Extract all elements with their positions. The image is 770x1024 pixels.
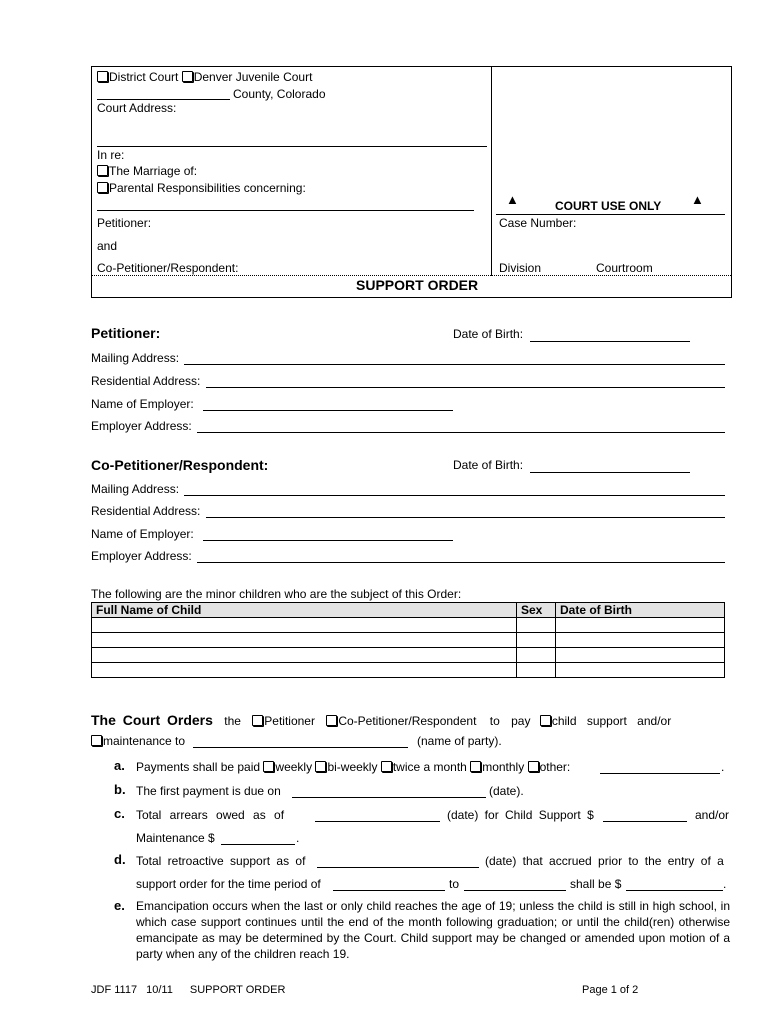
denver-juvenile-checkbox[interactable] [182, 71, 193, 82]
child-name-cell[interactable] [92, 633, 517, 648]
copetitioner-mailing-field[interactable] [184, 495, 725, 496]
item-e-letter: e. [114, 898, 125, 913]
copetitioner-dob-label: Date of Birth: [453, 458, 524, 472]
orders-copetitioner-label: Co-Petitioner/Respondent [338, 714, 477, 728]
child-sex-cell[interactable] [517, 618, 556, 633]
orders-intro-row [91, 712, 731, 728]
item-d-period-label: support order for the time period of [136, 877, 321, 891]
col-full-name: Full Name of Child [92, 603, 517, 618]
county-label: County, Colorado [233, 87, 326, 101]
court-use-rule [496, 214, 725, 215]
item-b-date-label: (date). [489, 784, 524, 798]
item-a-text: Payments shall be paid [136, 760, 261, 774]
table-row [92, 648, 725, 663]
form-name: SUPPORT ORDER [189, 984, 286, 996]
item-d-text: Total retroactive support as of [136, 854, 306, 868]
child-support-amount-field[interactable] [603, 821, 687, 822]
arrears-date-field[interactable] [315, 821, 440, 822]
item-d-letter: d. [114, 852, 126, 867]
item-c-letter: c. [114, 806, 125, 821]
item-c-andor: and/or [695, 808, 730, 822]
period-start-field[interactable] [333, 890, 445, 891]
biweekly-checkbox[interactable] [315, 761, 326, 772]
in-re-label: In re: [97, 148, 125, 162]
child-support-checkbox[interactable] [540, 715, 551, 726]
copetitioner-residential-field[interactable] [206, 517, 725, 518]
col-dob: Date of Birth [556, 603, 725, 618]
item-c-date-label: (date) for Child Support $ [447, 808, 594, 822]
copetitioner-mailing-label: Mailing Address: [91, 482, 180, 496]
child-dob-cell[interactable] [556, 633, 725, 648]
court-type-row [97, 70, 312, 84]
retroactive-date-field[interactable] [317, 867, 479, 868]
item-d-date-label: (date) that accrued prior to the entry of a [485, 854, 724, 868]
district-court-checkbox[interactable] [97, 71, 108, 82]
petitioner-employer-address-label: Employer Address: [91, 419, 192, 433]
courtroom-label: Courtroom [596, 261, 653, 275]
caption-petitioner-label: Petitioner: [97, 216, 152, 230]
orders-heading: The Court Orders [91, 712, 213, 728]
caption-and-label: and [97, 239, 118, 253]
other-label: other: [539, 760, 571, 774]
petitioner-employer-label: Name of Employer: [91, 397, 194, 411]
petitioner-employer-address-field[interactable] [197, 432, 725, 433]
orders-to-pay: to pay [489, 714, 531, 728]
child-name-cell[interactable] [92, 648, 517, 663]
petitioner-dob-label: Date of Birth: [453, 327, 524, 341]
petitioner-mailing-label: Mailing Address: [91, 351, 180, 365]
table-row [92, 618, 725, 633]
copetitioner-dob-field[interactable] [530, 472, 690, 473]
maintenance-period: . [296, 831, 300, 845]
petitioner-dob-field[interactable] [530, 341, 690, 342]
copetitioner-employer-address-label: Employer Address: [91, 549, 192, 563]
up-arrow-right-icon: ▲ [691, 192, 704, 207]
copetitioner-employer-field[interactable] [203, 540, 453, 541]
up-arrow-left-icon: ▲ [506, 192, 519, 207]
petitioner-residential-field[interactable] [206, 387, 725, 388]
county-field[interactable] [97, 99, 230, 100]
petitioner-employer-field[interactable] [203, 410, 453, 411]
item-a-row [136, 760, 570, 774]
marriage-checkbox[interactable] [97, 165, 108, 176]
orders-copetitioner-checkbox[interactable] [326, 715, 337, 726]
form-title: SUPPORT ORDER [356, 277, 479, 293]
children-header-row [92, 603, 725, 618]
parental-checkbox[interactable] [97, 182, 108, 193]
twice-monthly-label: twice a month [392, 760, 467, 774]
other-checkbox[interactable] [528, 761, 539, 772]
table-row [92, 633, 725, 648]
child-name-cell[interactable] [92, 618, 517, 633]
form-id: JDF 1117 [91, 984, 138, 996]
other-period: . [721, 760, 725, 774]
table-row [92, 663, 725, 678]
col-sex: Sex [517, 603, 556, 618]
item-c-maintenance-label: Maintenance $ [136, 831, 215, 845]
maintenance-checkbox[interactable] [91, 735, 102, 746]
copetitioner-employer-address-field[interactable] [197, 562, 725, 563]
item-d-to-label: to [449, 877, 460, 891]
page-number: Page 1 of 2 [582, 984, 639, 996]
court-address-rule [97, 146, 487, 147]
court-address-label: Court Address: [97, 101, 177, 115]
item-a-letter: a. [114, 758, 125, 773]
monthly-label: monthly [482, 760, 525, 774]
petitioner-mailing-field[interactable] [184, 364, 725, 365]
caption-divider [491, 66, 492, 276]
maintenance-amount-field[interactable] [221, 844, 295, 845]
petitioner-heading: Petitioner: [91, 325, 161, 341]
division-label: Division [499, 261, 542, 275]
weekly-label: weekly [275, 760, 313, 774]
maintenance-party-field[interactable] [193, 747, 408, 748]
caption-copetitioner-label: Co-Petitioner/Respondent: [97, 261, 239, 275]
child-sex-cell[interactable] [517, 663, 556, 678]
marriage-label: The Marriage of: [109, 164, 198, 178]
case-number-label: Case Number: [499, 216, 577, 230]
children-intro: The following are the minor children who are the subject of this Order: [91, 587, 462, 601]
weekly-checkbox[interactable] [263, 761, 274, 772]
footer-form-id [91, 984, 285, 996]
child-sex-cell[interactable] [517, 648, 556, 663]
child-support-label: child support and/or [551, 714, 672, 728]
court-use-only-label: COURT USE ONLY [555, 199, 662, 213]
parental-label: Parental Responsibilities concerning: [109, 181, 306, 195]
orders-petitioner-label: Petitioner [264, 714, 315, 728]
retroactive-amount-field[interactable] [626, 890, 723, 891]
orders-petitioner-checkbox[interactable] [252, 715, 263, 726]
child-dob-cell[interactable] [556, 648, 725, 663]
child-name-cell[interactable] [92, 663, 517, 678]
copetitioner-residential-label: Residential Address: [91, 504, 201, 518]
biweekly-label: bi-weekly [327, 760, 378, 774]
other-field[interactable] [600, 773, 720, 774]
twice-monthly-checkbox[interactable] [381, 761, 392, 772]
marriage-row [97, 164, 197, 178]
maintenance-row [91, 734, 185, 748]
children-table [91, 602, 725, 678]
first-payment-date-field[interactable] [292, 797, 486, 798]
item-e-text: Emancipation occurs when the last or only child reaches the age of 19; unless the child is still in high school, in which case support continues until the end of the month following graduation; or until the child(ren) otherwise emancipate as may be determined by the Court. Child support may be changed or amended upon motion of a party when any of the children reach 19. [136, 899, 730, 961]
name-of-party-label: (name of party). [417, 734, 502, 748]
district-court-label: District Court [109, 70, 179, 84]
maintenance-label: maintenance to [103, 734, 186, 748]
child-sex-cell[interactable] [517, 633, 556, 648]
retroactive-period: . [723, 877, 727, 891]
item-b-text: The first payment is due on [136, 784, 281, 798]
denver-juvenile-label: Denver Juvenile Court [193, 70, 313, 84]
child-dob-cell[interactable] [556, 663, 725, 678]
parental-row [97, 181, 306, 195]
copetitioner-employer-label: Name of Employer: [91, 527, 194, 541]
petitioner-residential-label: Residential Address: [91, 374, 201, 388]
title-separator [91, 275, 731, 276]
item-d-shall-label: shall be $ [570, 877, 622, 891]
form-revision: 10/11 [146, 984, 173, 996]
item-c-text: Total arrears owed as of [136, 808, 285, 822]
orders-the: the [224, 714, 241, 728]
child-dob-cell[interactable] [556, 618, 725, 633]
monthly-checkbox[interactable] [470, 761, 481, 772]
item-b-letter: b. [114, 782, 126, 797]
period-end-field[interactable] [464, 890, 566, 891]
copetitioner-heading: Co-Petitioner/Respondent: [91, 457, 269, 473]
party-names-field[interactable] [97, 210, 474, 211]
